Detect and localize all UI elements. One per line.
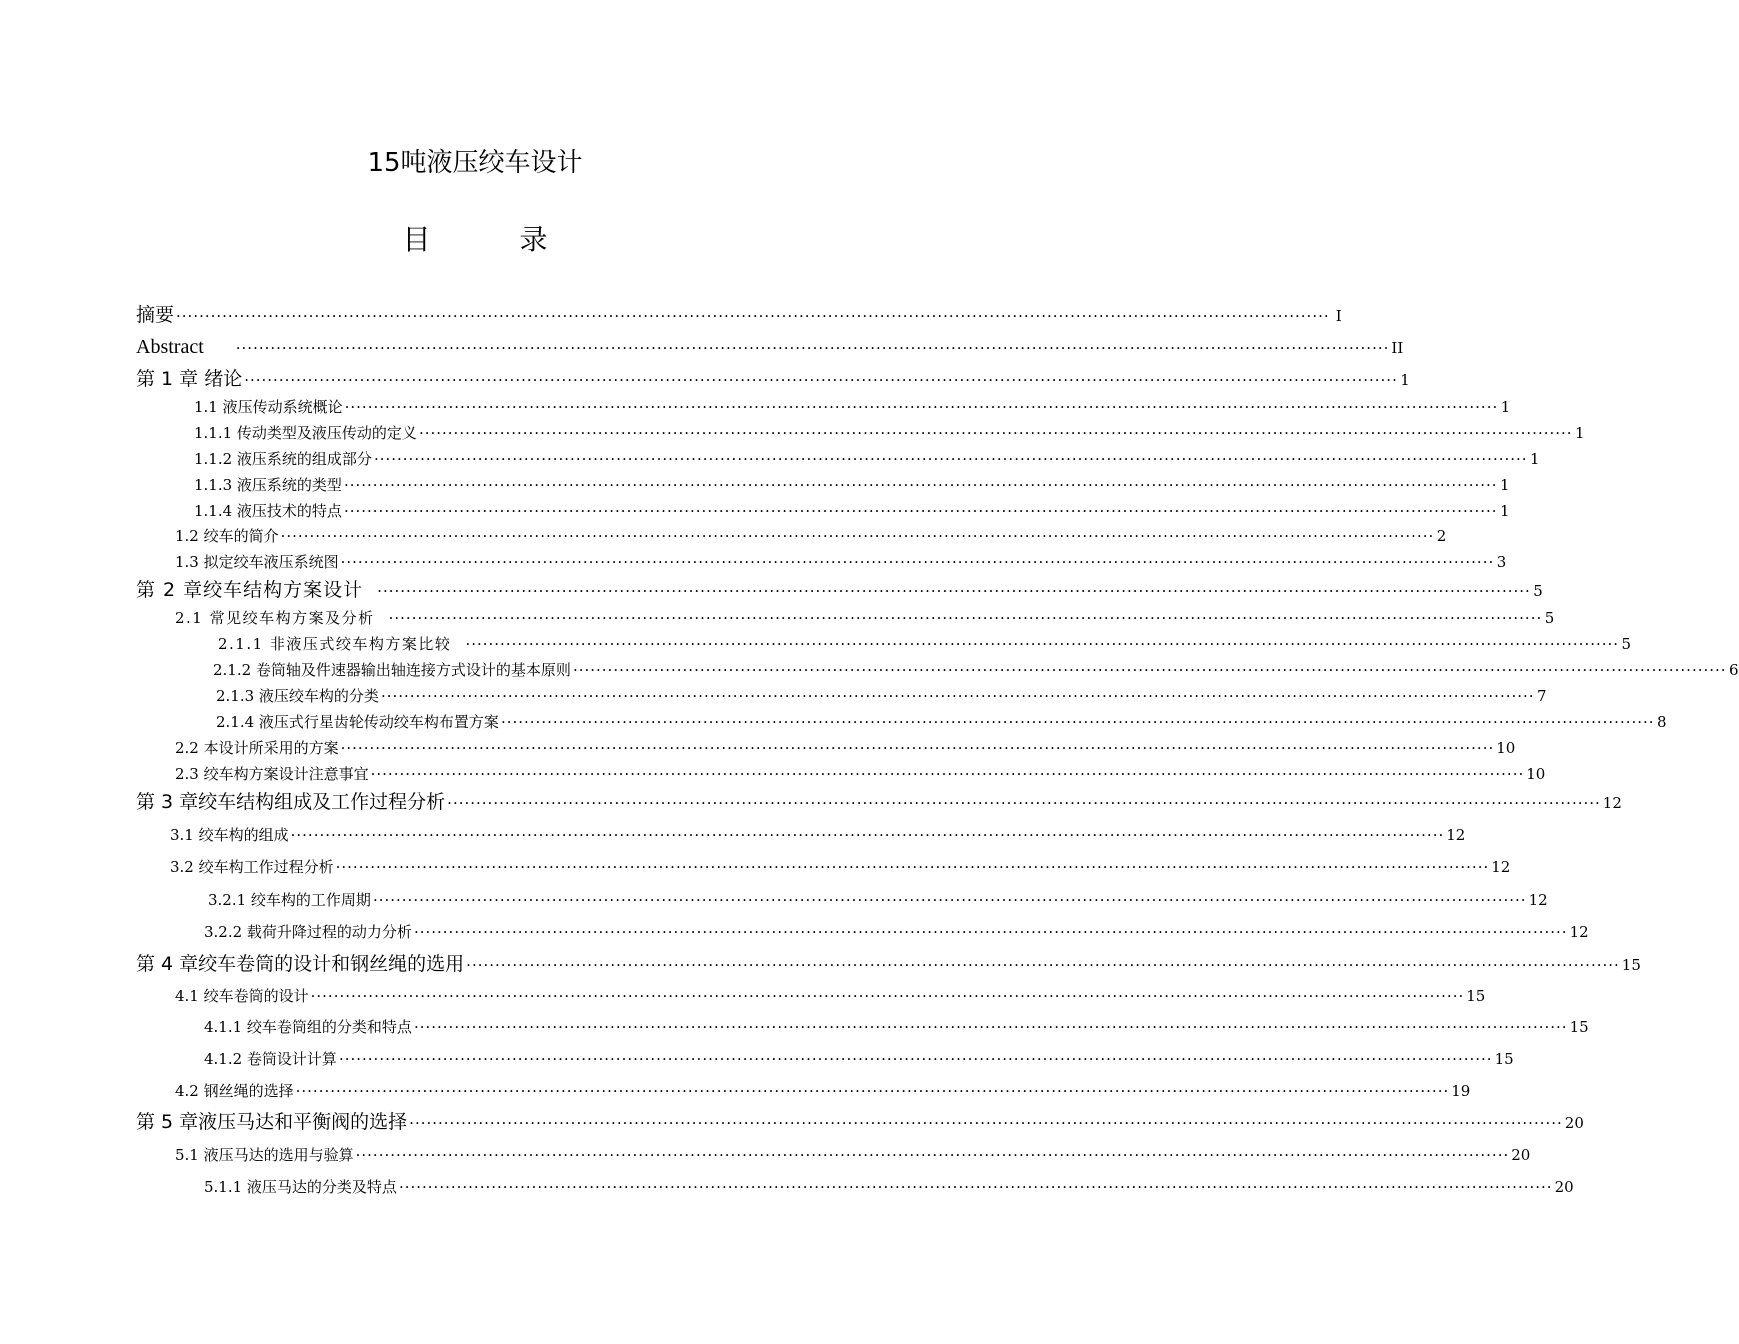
toc-entry-title: 第 5 章液压马达和平衡阀的选择: [136, 1111, 408, 1133]
toc-entry-page: 10: [1496, 739, 1516, 757]
toc-entry-page: 12: [1446, 826, 1466, 844]
toc-entry-page: 12: [1491, 858, 1511, 876]
toc-leader: ········································································································································································································: [447, 794, 1601, 812]
toc-entry-page: 5: [1621, 635, 1632, 653]
toc-entry-title: 摘要: [136, 304, 175, 326]
toc-entry-3-2-2[interactable]: [204, 921, 1589, 943]
toc-leader: ········································································································································································································: [176, 307, 1330, 325]
toc-leader: ········································································································································································································: [235, 339, 1390, 357]
toc-entry-page: 2: [1436, 527, 1447, 545]
toc-entry-title: 5.1.1 液压马达的分类及特点: [204, 1178, 397, 1196]
toc-entry-title: 1.2 绞车的简介: [175, 527, 279, 545]
toc-entry-1-3[interactable]: [175, 551, 1507, 573]
toc-entry-title: 2.1.3 液压绞车构的分类: [216, 687, 379, 705]
document-title: 15吨液压绞车设计: [367, 148, 583, 178]
toc-leader: ········································································································································································································: [340, 739, 1495, 757]
toc-entry-title: 4.1.1 绞车卷筒组的分类和特点: [204, 1018, 412, 1036]
toc-entry-page: 15: [1569, 1018, 1589, 1036]
toc-entry-2-3[interactable]: [175, 763, 1546, 785]
toc-entry-chapter-3[interactable]: [136, 789, 1622, 815]
toc-entry-title: 4.1 绞车卷筒的设计: [175, 987, 309, 1005]
toc-entry-1-1[interactable]: [194, 396, 1511, 418]
toc-entry-page: 19: [1451, 1082, 1471, 1100]
toc-leader: ········································································································································································································: [344, 398, 1499, 416]
toc-entry-abstract-en[interactable]: [136, 334, 1404, 360]
toc-entry-3-2-1[interactable]: [208, 889, 1548, 911]
toc-entry-1-1-3[interactable]: [194, 474, 1510, 496]
toc-entry-1-1-2[interactable]: [194, 448, 1540, 470]
toc-entry-page: II: [1391, 339, 1404, 357]
toc-entry-chapter-4[interactable]: [136, 951, 1641, 977]
toc-entry-page: 12: [1602, 794, 1622, 812]
toc-entry-page: 1: [1575, 424, 1585, 442]
toc-leader: ········································································································································································································: [372, 891, 1527, 909]
toc-leader: ········································································································································································································: [500, 713, 1655, 731]
toc-entry-1-2[interactable]: [175, 525, 1447, 547]
toc-entry-page: 6: [1729, 661, 1739, 679]
toc-entry-title: 2.1.1 非液压式绞车构方案比较: [218, 635, 452, 653]
toc-entry-title: 2.2 本设计所采用的方案: [175, 739, 339, 757]
toc-entry-2-1-1[interactable]: [218, 633, 1632, 655]
toc-entry-page: 3: [1496, 553, 1507, 571]
toc-leader: ········································································································································································································: [290, 826, 1445, 844]
toc-entry-title: 1.1.3 液压系统的类型: [194, 476, 342, 494]
toc-entry-title: 3.2.1 绞车构的工作周期: [208, 891, 371, 909]
toc-leader: ········································································································································································································: [338, 1050, 1493, 1068]
toc-leader: ········································································································································································································: [398, 1178, 1553, 1196]
toc-entry-1-1-4[interactable]: [194, 500, 1510, 522]
toc-heading: 目 录: [402, 223, 588, 256]
toc-entry-chapter-5[interactable]: [136, 1109, 1584, 1135]
toc-leader: ········································································································································································································: [413, 1018, 1568, 1036]
toc-leader: ········································································································································································································: [343, 476, 1498, 494]
toc-entry-chapter-2[interactable]: [136, 577, 1543, 603]
toc-entry-title: 第 2 章绞车结构方案设计: [136, 579, 364, 601]
toc-entry-page: 20: [1554, 1178, 1574, 1196]
toc-leader: ········································································································································································································: [373, 450, 1528, 468]
toc-leader: ········································································································································································································: [244, 371, 1398, 389]
toc-leader: ········································································································································································································: [335, 858, 1490, 876]
toc-entry-page: 5: [1533, 582, 1543, 600]
toc-entry-3-1[interactable]: [170, 824, 1466, 846]
toc-leader: ········································································································································································································: [377, 582, 1531, 600]
toc-entry-page: 20: [1564, 1114, 1584, 1132]
toc-entry-page: 1: [1500, 398, 1511, 416]
toc-leader: ········································································································································································································: [280, 527, 1435, 545]
toc-entry-chapter-1[interactable]: [136, 366, 1410, 392]
toc-entry-title: 1.1.2 液压系统的组成部分: [194, 450, 372, 468]
toc-entry-title: 1.1 液压传动系统概论: [194, 398, 343, 416]
toc-entry-page: 15: [1494, 1050, 1514, 1068]
toc-entry-page: I: [1335, 307, 1342, 325]
toc-entry-page: 1: [1400, 371, 1410, 389]
toc-entry-page: 1: [1500, 502, 1510, 520]
toc-entry-title: 4.1.2 卷筒设计计算: [204, 1050, 337, 1068]
toc-entry-title: 3.1 绞车构的组成: [170, 826, 289, 844]
toc-leader: ········································································································································································································: [295, 1082, 1450, 1100]
toc-entry-title: 2.3 绞车构方案设计注意事宜: [175, 765, 369, 783]
toc-entry-page: 15: [1466, 987, 1486, 1005]
toc-entry-title: 第 4 章绞车卷筒的设计和钢丝绳的选用: [136, 953, 465, 975]
toc-entry-title: Abstract: [136, 336, 204, 358]
toc-entry-3-2[interactable]: [170, 856, 1511, 878]
toc-leader: ········································································································································································································: [413, 923, 1568, 941]
toc-entry-title: 第 3 章绞车结构组成及工作过程分析: [136, 791, 446, 813]
toc-entry-title: 3.2.2 载荷升降过程的动力分析: [204, 923, 412, 941]
toc-entry-title: 3.2 绞车构工作过程分析: [170, 858, 334, 876]
toc-entry-4-2[interactable]: [175, 1080, 1471, 1102]
toc-entry-title: 1.1.1 传动类型及液压传动的定义: [194, 424, 417, 442]
toc-leader: ········································································································································································································: [355, 1146, 1510, 1164]
toc-leader: ········································································································································································································: [310, 987, 1465, 1005]
toc-leader: ········································································································································································································: [409, 1114, 1563, 1132]
toc-entry-page: 20: [1511, 1146, 1531, 1164]
toc-entry-2-1-2[interactable]: [213, 659, 1739, 681]
toc-leader: ········································································································································································································: [343, 502, 1498, 520]
toc-entry-page: 12: [1528, 891, 1548, 909]
toc-leader: ········································································································································································································: [340, 553, 1495, 571]
toc-leader: ········································································································································································································: [370, 765, 1525, 783]
toc-entry-2-2[interactable]: [175, 737, 1516, 759]
toc-entry-2-1-4[interactable]: [216, 711, 1667, 733]
toc-entry-4-1[interactable]: [175, 985, 1486, 1007]
toc-leader: ········································································································································································································: [388, 609, 1543, 627]
toc-entry-page: 8: [1657, 713, 1667, 731]
toc-entry-title: 4.2 钢丝绳的选择: [175, 1082, 294, 1100]
toc-leader: ········································································································································································································: [418, 424, 1573, 442]
toc-entry-title: 2.1.4 液压式行星齿轮传动绞车构布置方案: [216, 713, 499, 731]
toc-leader: ········································································································································································································: [465, 635, 1620, 653]
toc-entry-4-1-2[interactable]: [204, 1048, 1514, 1070]
toc-entry-title: 2.1 常见绞车构方案及分析: [175, 609, 375, 627]
toc-entry-abstract-cn[interactable]: [136, 302, 1342, 328]
toc-entry-page: 1: [1500, 476, 1510, 494]
toc-entry-4-1-1[interactable]: [204, 1016, 1589, 1038]
toc-entry-title: 2.1.2 卷筒轴及件速器输出轴连接方式设计的基本原则: [213, 661, 571, 679]
toc-entry-page: 5: [1544, 609, 1555, 627]
toc-leader: ········································································································································································································: [380, 687, 1535, 705]
toc-entry-1-1-1[interactable]: [194, 422, 1585, 444]
toc-entry-2-1[interactable]: [175, 607, 1555, 629]
toc-entry-page: 15: [1621, 956, 1641, 974]
toc-entry-page: 10: [1526, 765, 1546, 783]
toc-leader: ········································································································································································································: [572, 661, 1727, 679]
toc-entry-title: 1.3 拟定绞车液压系统图: [175, 553, 339, 571]
toc-entry-page: 1: [1530, 450, 1540, 468]
toc-entry-5-1[interactable]: [175, 1144, 1531, 1166]
toc-entry-5-1-1[interactable]: [204, 1176, 1574, 1198]
toc-entry-2-1-3[interactable]: [216, 685, 1547, 707]
toc-entry-title: 1.1.4 液压技术的特点: [194, 502, 342, 520]
toc-entry-page: 12: [1569, 923, 1589, 941]
toc-entry-title: 第 1 章 绪论: [136, 368, 243, 390]
toc-entry-page: 7: [1537, 687, 1547, 705]
toc-entry-title: 5.1 液压马达的选用与验算: [175, 1146, 354, 1164]
toc-leader: ········································································································································································································: [466, 956, 1620, 974]
